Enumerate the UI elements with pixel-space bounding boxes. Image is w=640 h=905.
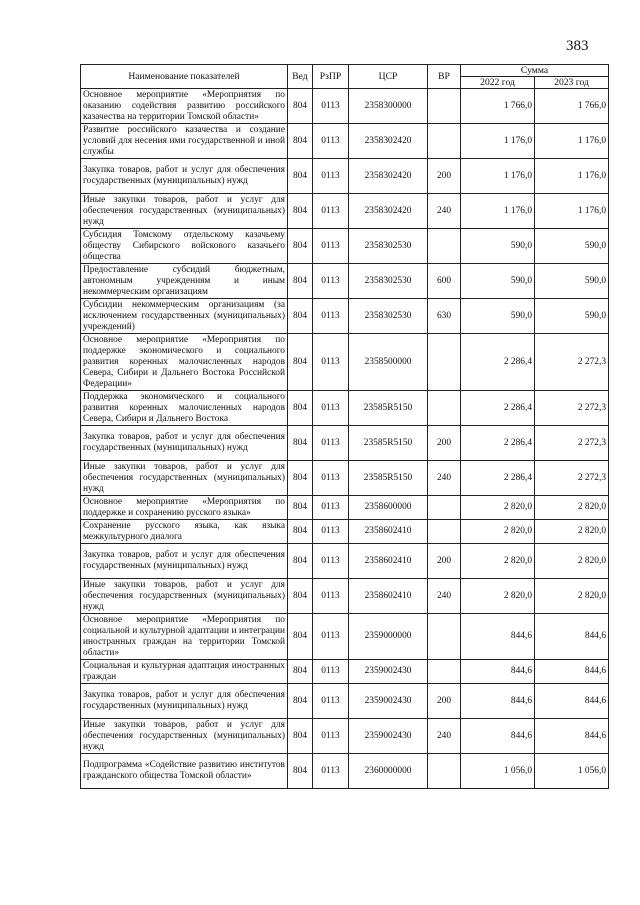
row-name: Субсидия Томскому отдельскому казачьему обществу Сибирского войскового казачьего общества [81, 229, 288, 264]
table-header [81, 65, 609, 89]
row-ved: 804 [288, 391, 313, 426]
row-rzpr: 0113 [313, 391, 349, 426]
row-sum-2023: 2 820,0 [535, 544, 609, 579]
row-csr: 2358600000 [349, 496, 428, 520]
budget-table [80, 64, 609, 789]
row-rzpr: 0113 [313, 194, 349, 229]
table-body [81, 89, 609, 789]
table-row [81, 426, 609, 461]
table-row [81, 334, 609, 391]
row-name: Иные закупки товаров, работ и услуг для обеспечения государственных (муниципальных) нужд [81, 461, 288, 496]
row-sum-2023: 1 176,0 [535, 159, 609, 194]
row-rzpr: 0113 [313, 264, 349, 299]
row-vr: 200 [428, 426, 461, 461]
row-ved: 804 [288, 299, 313, 334]
row-vr: 240 [428, 461, 461, 496]
row-csr: 2358302420 [349, 159, 428, 194]
row-sum-2023: 590,0 [535, 264, 609, 299]
header-csr: ЦСР [349, 65, 428, 89]
row-sum-2023: 2 272,3 [535, 461, 609, 496]
row-name: Поддержка экономического и социального развития коренных малочисленных народов Севера, Сибири и Дальнего Востока [81, 391, 288, 426]
table-row [81, 684, 609, 719]
row-vr: 200 [428, 544, 461, 579]
row-sum-2022: 844,6 [461, 614, 535, 660]
row-vr [428, 229, 461, 264]
row-sum-2022: 2 286,4 [461, 391, 535, 426]
header-sum: Сумма [461, 65, 609, 77]
row-name: Подпрограмма «Содействие развитию институтов гражданского общества Томской области» [81, 754, 288, 789]
row-sum-2022: 1 176,0 [461, 159, 535, 194]
row-name: Субсидии некоммерческим организациям (за исключением государственных (муниципальных) учреждений) [81, 299, 288, 334]
row-ved: 804 [288, 579, 313, 614]
row-ved: 804 [288, 229, 313, 264]
row-rzpr: 0113 [313, 660, 349, 684]
row-name: Основное мероприятие «Мероприятия по социальной и культурной адаптации и интеграции иностранных граждан на территории Томской области» [81, 614, 288, 660]
table-row [81, 391, 609, 426]
row-rzpr: 0113 [313, 159, 349, 194]
row-csr: 2358300000 [349, 89, 428, 124]
row-sum-2022: 844,6 [461, 719, 535, 754]
row-sum-2023: 590,0 [535, 229, 609, 264]
row-sum-2022: 590,0 [461, 264, 535, 299]
row-sum-2022: 844,6 [461, 684, 535, 719]
row-sum-2023: 844,6 [535, 614, 609, 660]
row-rzpr: 0113 [313, 229, 349, 264]
table-row [81, 520, 609, 544]
row-rzpr: 0113 [313, 520, 349, 544]
row-csr: 2358602410 [349, 520, 428, 544]
row-vr: 240 [428, 719, 461, 754]
row-rzpr: 0113 [313, 579, 349, 614]
row-sum-2023: 844,6 [535, 684, 609, 719]
row-ved: 804 [288, 334, 313, 391]
row-sum-2022: 2 820,0 [461, 496, 535, 520]
header-ved: Вед [288, 65, 313, 89]
table-row [81, 660, 609, 684]
table-row [81, 124, 609, 159]
row-rzpr: 0113 [313, 89, 349, 124]
row-vr: 600 [428, 264, 461, 299]
row-name: Закупка товаров, работ и услуг для обеспечения государственных (муниципальных) нужд [81, 544, 288, 579]
row-rzpr: 0113 [313, 426, 349, 461]
row-name: Предоставление субсидий бюджетным, автономным учреждениям и иным некоммерческим организациям [81, 264, 288, 299]
row-sum-2022: 590,0 [461, 229, 535, 264]
row-sum-2023: 1 176,0 [535, 124, 609, 159]
page-number: 383 [566, 38, 589, 54]
row-ved: 804 [288, 684, 313, 719]
row-sum-2022: 2 820,0 [461, 520, 535, 544]
row-csr: 2358302420 [349, 194, 428, 229]
row-csr: 2359002430 [349, 684, 428, 719]
row-sum-2022: 1 056,0 [461, 754, 535, 789]
row-csr: 2358302530 [349, 299, 428, 334]
row-ved: 804 [288, 520, 313, 544]
row-name: Основное мероприятие «Мероприятия по оказанию содействия развитию российского казачества на территории Томской области» [81, 89, 288, 124]
row-csr: 2359000000 [349, 614, 428, 660]
row-vr [428, 391, 461, 426]
row-ved: 804 [288, 264, 313, 299]
row-name: Сохранение русского языка, как языка межкультурного диалога [81, 520, 288, 544]
row-sum-2023: 844,6 [535, 660, 609, 684]
row-csr: 2358500000 [349, 334, 428, 391]
row-rzpr: 0113 [313, 754, 349, 789]
row-sum-2023: 2 272,3 [535, 426, 609, 461]
row-sum-2022: 2 286,4 [461, 461, 535, 496]
table-row [81, 754, 609, 789]
row-vr [428, 660, 461, 684]
table-row [81, 461, 609, 496]
row-sum-2022: 1 176,0 [461, 124, 535, 159]
row-ved: 804 [288, 461, 313, 496]
row-rzpr: 0113 [313, 334, 349, 391]
header-name: Наименование показателей [81, 65, 288, 89]
row-sum-2023: 2 272,3 [535, 391, 609, 426]
row-name: Иные закупки товаров, работ и услуг для обеспечения государственных (муниципальных) нужд [81, 719, 288, 754]
header-rzpr: РзПР [313, 65, 349, 89]
header-year-2022: 2022 год [461, 77, 535, 89]
row-vr: 200 [428, 159, 461, 194]
row-csr: 2359002430 [349, 719, 428, 754]
row-sum-2022: 590,0 [461, 299, 535, 334]
row-rzpr: 0113 [313, 544, 349, 579]
row-csr: 2360000000 [349, 754, 428, 789]
row-sum-2022: 1 176,0 [461, 194, 535, 229]
row-ved: 804 [288, 159, 313, 194]
row-ved: 804 [288, 754, 313, 789]
row-csr: 2359002430 [349, 660, 428, 684]
row-ved: 804 [288, 194, 313, 229]
table-row [81, 299, 609, 334]
row-ved: 804 [288, 660, 313, 684]
table-row [81, 229, 609, 264]
row-vr [428, 496, 461, 520]
row-sum-2022: 2 286,4 [461, 426, 535, 461]
row-sum-2023: 1 176,0 [535, 194, 609, 229]
header-year-2023: 2023 год [535, 77, 609, 89]
row-name: Иные закупки товаров, работ и услуг для обеспечения государственных (муниципальных) нужд [81, 194, 288, 229]
row-sum-2023: 1 766,0 [535, 89, 609, 124]
row-vr [428, 520, 461, 544]
row-ved: 804 [288, 719, 313, 754]
row-sum-2023: 1 056,0 [535, 754, 609, 789]
table-row [81, 159, 609, 194]
row-sum-2022: 1 766,0 [461, 89, 535, 124]
row-name: Основное мероприятие «Мероприятия по поддержке экономического и социального развития коренных малочисленных народов Севера, Сибири и Дальнего Востока Российской Федерации» [81, 334, 288, 391]
row-sum-2023: 2 820,0 [535, 520, 609, 544]
row-vr: 200 [428, 684, 461, 719]
row-ved: 804 [288, 426, 313, 461]
row-vr [428, 754, 461, 789]
row-rzpr: 0113 [313, 461, 349, 496]
row-rzpr: 0113 [313, 614, 349, 660]
table-row [81, 544, 609, 579]
row-vr: 630 [428, 299, 461, 334]
row-name: Основное мероприятие «Мероприятия по поддержке и сохранению русского языка» [81, 496, 288, 520]
table-row [81, 579, 609, 614]
table-row [81, 614, 609, 660]
row-sum-2022: 2 820,0 [461, 579, 535, 614]
row-sum-2023: 2 820,0 [535, 496, 609, 520]
row-rzpr: 0113 [313, 124, 349, 159]
row-ved: 804 [288, 544, 313, 579]
row-ved: 804 [288, 496, 313, 520]
row-vr [428, 89, 461, 124]
row-sum-2022: 844,6 [461, 660, 535, 684]
row-sum-2023: 2 272,3 [535, 334, 609, 391]
row-ved: 804 [288, 124, 313, 159]
header-vr: ВР [428, 65, 461, 89]
row-sum-2022: 2 820,0 [461, 544, 535, 579]
table-row [81, 496, 609, 520]
row-ved: 804 [288, 614, 313, 660]
table-row [81, 194, 609, 229]
row-csr: 2358302530 [349, 229, 428, 264]
row-name: Закупка товаров, работ и услуг для обеспечения государственных (муниципальных) нужд [81, 426, 288, 461]
row-ved: 804 [288, 89, 313, 124]
row-csr: 2358302420 [349, 124, 428, 159]
table-row [81, 264, 609, 299]
row-csr: 23585R5150 [349, 426, 428, 461]
row-sum-2023: 844,6 [535, 719, 609, 754]
row-rzpr: 0113 [313, 299, 349, 334]
row-name: Закупка товаров, работ и услуг для обеспечения государственных (муниципальных) нужд [81, 684, 288, 719]
row-csr: 2358602410 [349, 579, 428, 614]
table-row [81, 89, 609, 124]
row-vr [428, 334, 461, 391]
row-csr: 23585R5150 [349, 461, 428, 496]
table-row [81, 719, 609, 754]
row-csr: 2358302530 [349, 264, 428, 299]
row-rzpr: 0113 [313, 684, 349, 719]
row-csr: 23585R5150 [349, 391, 428, 426]
row-name: Иные закупки товаров, работ и услуг для обеспечения государственных (муниципальных) нужд [81, 579, 288, 614]
row-sum-2023: 2 820,0 [535, 579, 609, 614]
row-name: Закупка товаров, работ и услуг для обеспечения государственных (муниципальных) нужд [81, 159, 288, 194]
row-vr: 240 [428, 194, 461, 229]
row-name: Социальная и культурная адаптация иностранных граждан [81, 660, 288, 684]
row-rzpr: 0113 [313, 719, 349, 754]
row-vr [428, 124, 461, 159]
row-sum-2023: 590,0 [535, 299, 609, 334]
row-name: Развитие российского казачества и создание условий для несения ими государственной и иной службы [81, 124, 288, 159]
row-csr: 2358602410 [349, 544, 428, 579]
row-sum-2022: 2 286,4 [461, 334, 535, 391]
row-vr [428, 614, 461, 660]
row-vr: 240 [428, 579, 461, 614]
row-rzpr: 0113 [313, 496, 349, 520]
